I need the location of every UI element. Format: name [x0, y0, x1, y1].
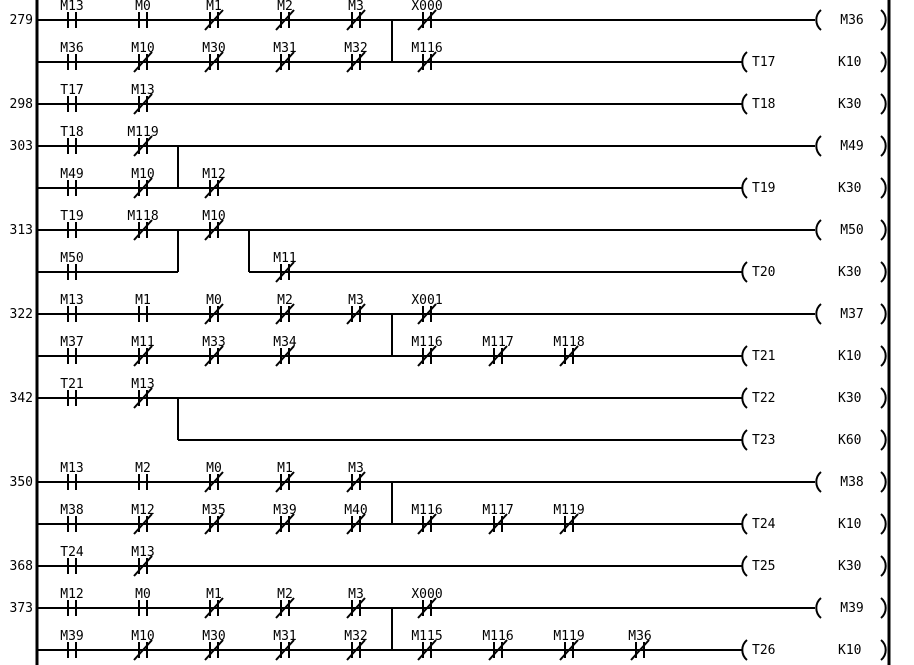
coil-close-paren-icon	[881, 10, 886, 30]
contact-label: M116	[482, 629, 514, 644]
contact-X000-nc[interactable]	[411, 0, 442, 30]
contact-M117-nc[interactable]	[482, 335, 513, 366]
contact-M30-nc[interactable]	[202, 629, 225, 660]
contact-M32-nc[interactable]	[344, 629, 367, 660]
contact-label: M3	[348, 0, 364, 14]
coil-open-paren-icon	[816, 598, 821, 618]
contact-label: T19	[60, 209, 84, 224]
coil-open-paren-icon	[816, 304, 821, 324]
coil-label: T25	[752, 559, 776, 574]
contact-label: M30	[202, 629, 226, 644]
rung-row	[37, 41, 886, 72]
coil-label: T23	[752, 433, 776, 448]
coil-open-paren-icon	[742, 640, 747, 660]
contact-M35-nc[interactable]	[202, 503, 225, 534]
contact-X000-nc[interactable]	[411, 587, 442, 618]
contact-label: M32	[344, 629, 368, 644]
contact-M3-nc[interactable]	[347, 0, 365, 30]
contact-label: M119	[553, 503, 585, 518]
contact-label: M2	[277, 587, 293, 602]
coil-label: M39	[840, 601, 864, 616]
coil-timer-value: K10	[838, 517, 862, 532]
contact-M37-no[interactable]	[60, 335, 83, 364]
coil-close-paren-icon	[881, 178, 886, 198]
rung-row	[178, 430, 886, 450]
contact-label: M30	[202, 41, 226, 56]
contact-label: M10	[131, 41, 155, 56]
contact-M11-nc[interactable]	[273, 251, 296, 282]
coil-T20[interactable]	[742, 262, 885, 282]
contact-M13-nc[interactable]	[131, 377, 154, 408]
rung-row	[10, 83, 886, 114]
contact-T21-no[interactable]	[60, 377, 83, 406]
coil-open-paren-icon	[742, 346, 747, 366]
coil-open-paren-icon	[742, 430, 747, 450]
coil-close-paren-icon	[881, 472, 886, 492]
coil-timer-value: K10	[838, 643, 862, 658]
contact-label: M1	[135, 293, 151, 308]
step-number: 279	[9, 13, 33, 28]
coil-T26[interactable]	[742, 640, 885, 660]
contact-label: X000	[411, 0, 443, 14]
coil-M36[interactable]	[816, 10, 885, 30]
step-number: 368	[9, 559, 33, 574]
contact-label: M13	[60, 0, 84, 14]
rung-row	[37, 503, 886, 534]
coil-close-paren-icon	[881, 556, 886, 576]
coil-timer-value: K30	[838, 265, 862, 280]
coil-T24[interactable]	[742, 514, 885, 534]
contact-label: X001	[411, 293, 443, 308]
coil-label: M37	[840, 307, 864, 322]
contact-M1-nc[interactable]	[205, 0, 223, 30]
coil-label: T17	[752, 55, 776, 70]
coil-open-paren-icon	[742, 94, 747, 114]
contact-M33-nc[interactable]	[202, 335, 225, 366]
coil-label: T18	[752, 97, 776, 112]
contact-M38-no[interactable]	[60, 503, 83, 532]
contact-M0-no[interactable]	[135, 587, 151, 616]
coil-close-paren-icon	[881, 304, 886, 324]
rung-row	[10, 545, 886, 576]
coil-open-paren-icon	[742, 514, 747, 534]
contact-label: M31	[273, 41, 297, 56]
contact-label: M117	[482, 503, 514, 518]
coil-timer-value: K30	[838, 559, 862, 574]
coil-timer-value: K10	[838, 349, 862, 364]
contact-label: M38	[60, 503, 84, 518]
coil-M50[interactable]	[816, 220, 885, 240]
contact-label: M0	[135, 0, 151, 14]
contact-label: M13	[60, 461, 84, 476]
coil-close-paren-icon	[881, 262, 886, 282]
contact-label: M37	[60, 335, 84, 350]
contact-label: M49	[60, 167, 84, 182]
step-number: 298	[9, 97, 33, 112]
contact-label: M116	[411, 41, 443, 56]
contact-M3-nc[interactable]	[347, 293, 365, 324]
contact-label: M12	[131, 503, 155, 518]
coil-open-paren-icon	[742, 262, 747, 282]
contact-label: M34	[273, 335, 297, 350]
contact-label: M11	[273, 251, 297, 266]
coil-open-paren-icon	[742, 388, 747, 408]
contact-label: M1	[206, 0, 222, 14]
contact-T24-no[interactable]	[60, 545, 84, 574]
coil-timer-value: K30	[838, 391, 862, 406]
coil-close-paren-icon	[881, 598, 886, 618]
contact-label: M10	[202, 209, 226, 224]
contact-M115-nc[interactable]	[411, 629, 442, 660]
contact-label: M13	[131, 377, 155, 392]
rung-row	[37, 335, 886, 366]
contact-M1-nc[interactable]	[276, 461, 294, 492]
contact-label: M2	[277, 293, 293, 308]
contact-M36-nc[interactable]	[628, 629, 651, 660]
coil-label: T21	[752, 349, 776, 364]
step-number: 350	[9, 475, 33, 490]
coil-timer-value: K30	[838, 97, 862, 112]
coil-label: T20	[752, 265, 776, 280]
contact-label: M117	[482, 335, 514, 350]
contact-label: M50	[60, 251, 84, 266]
contact-label: M32	[344, 41, 368, 56]
contact-M0-nc[interactable]	[205, 293, 223, 324]
contact-M119-nc[interactable]	[553, 629, 584, 660]
coil-label: M36	[840, 13, 864, 28]
contact-label: M13	[60, 293, 84, 308]
contact-label: X000	[411, 587, 443, 602]
contact-label: M12	[202, 167, 226, 182]
coil-open-paren-icon	[742, 178, 747, 198]
coil-M39[interactable]	[816, 598, 885, 618]
step-number: 322	[9, 307, 33, 322]
contact-M2-nc[interactable]	[276, 0, 294, 30]
rung-row	[10, 461, 886, 492]
contact-label: M116	[411, 335, 443, 350]
rung-row	[10, 293, 886, 324]
contact-M50-no[interactable]	[60, 251, 83, 280]
contact-M13-nc[interactable]	[131, 83, 154, 114]
step-number: 342	[9, 391, 33, 406]
contact-label: M36	[628, 629, 652, 644]
contact-label: M39	[273, 503, 297, 518]
contact-label: M0	[206, 461, 222, 476]
coil-open-paren-icon	[816, 220, 821, 240]
contact-label: M3	[348, 587, 364, 602]
coil-close-paren-icon	[881, 346, 886, 366]
coil-label: T22	[752, 391, 776, 406]
contact-M0-no[interactable]	[135, 0, 151, 28]
coil-close-paren-icon	[881, 640, 886, 660]
contact-M11-nc[interactable]	[131, 335, 154, 366]
contact-M117-nc[interactable]	[482, 503, 513, 534]
contact-label: M33	[202, 335, 226, 350]
contact-M3-nc[interactable]	[347, 461, 365, 492]
rung-row	[37, 167, 886, 198]
contact-M10-nc[interactable]	[202, 209, 225, 240]
coil-label: T26	[752, 643, 776, 658]
contact-M1-no[interactable]	[135, 293, 151, 322]
contact-M119-nc[interactable]	[553, 503, 584, 534]
contact-M30-nc[interactable]	[202, 41, 225, 72]
contact-label: M10	[131, 629, 155, 644]
contact-label: M116	[411, 503, 443, 518]
contact-label: M13	[131, 83, 155, 98]
contact-label: M119	[127, 125, 159, 140]
rung-row	[10, 587, 886, 618]
contact-M119-nc[interactable]	[127, 125, 158, 156]
contact-label: M2	[135, 461, 151, 476]
coil-label: M49	[840, 139, 864, 154]
coil-open-paren-icon	[742, 52, 747, 72]
contact-label: M36	[60, 41, 84, 56]
coil-open-paren-icon	[816, 472, 821, 492]
coil-open-paren-icon	[816, 136, 821, 156]
contact-label: M118	[553, 335, 585, 350]
contact-M49-no[interactable]	[60, 167, 83, 196]
contact-M13-no[interactable]	[60, 0, 83, 28]
coil-timer-value: K30	[838, 181, 862, 196]
contact-M40-nc[interactable]	[344, 503, 367, 534]
contact-label: M3	[348, 293, 364, 308]
contact-label: M0	[135, 587, 151, 602]
contact-M13-nc[interactable]	[131, 545, 154, 576]
coil-T23[interactable]	[742, 430, 885, 450]
coil-label: M38	[840, 475, 864, 490]
coil-M38[interactable]	[816, 472, 885, 492]
coil-close-paren-icon	[881, 220, 886, 240]
contact-label: M0	[206, 293, 222, 308]
contact-M2-nc[interactable]	[276, 293, 294, 324]
contact-M12-nc[interactable]	[202, 167, 225, 198]
rung-row	[37, 629, 886, 660]
contact-M12-no[interactable]	[60, 587, 83, 616]
contact-M34-nc[interactable]	[273, 335, 297, 366]
coil-label: T24	[752, 517, 776, 532]
contact-M118-nc[interactable]	[553, 335, 584, 366]
rung-row	[10, 0, 886, 30]
contact-M116-nc[interactable]	[411, 503, 442, 534]
contact-M118-nc[interactable]	[127, 209, 158, 240]
contact-M13-no[interactable]	[60, 461, 83, 490]
contact-label: T18	[60, 125, 84, 140]
contact-M10-nc[interactable]	[131, 167, 154, 198]
contact-M2-nc[interactable]	[276, 587, 294, 618]
coil-T18[interactable]	[742, 94, 885, 114]
contact-label: M10	[131, 167, 155, 182]
contact-label: M115	[411, 629, 443, 644]
rung-row	[37, 251, 886, 282]
contact-M10-nc[interactable]	[131, 41, 154, 72]
contact-label: M1	[277, 461, 293, 476]
rung-row	[10, 125, 886, 156]
coil-M49[interactable]	[816, 136, 885, 156]
contact-X001-nc[interactable]	[411, 293, 442, 324]
coil-timer-value: K10	[838, 55, 862, 70]
contact-M10-nc[interactable]	[131, 629, 154, 660]
contact-label: M12	[60, 587, 84, 602]
contact-label: T17	[60, 83, 84, 98]
contact-M116-nc[interactable]	[482, 629, 513, 660]
step-number: 303	[9, 139, 33, 154]
coil-close-paren-icon	[881, 136, 886, 156]
contact-M39-nc[interactable]	[273, 503, 296, 534]
coil-T21[interactable]	[742, 346, 885, 366]
coil-close-paren-icon	[881, 52, 886, 72]
contact-M116-nc[interactable]	[411, 41, 442, 72]
contact-label: T24	[60, 545, 84, 560]
contact-M116-nc[interactable]	[411, 335, 442, 366]
coil-open-paren-icon	[816, 10, 821, 30]
contact-M12-nc[interactable]	[131, 503, 154, 534]
contact-label: M11	[131, 335, 155, 350]
contact-label: M3	[348, 461, 364, 476]
coil-M37[interactable]	[816, 304, 885, 324]
contact-T19-no[interactable]	[60, 209, 83, 238]
contact-M31-nc[interactable]	[273, 41, 296, 72]
coil-T25[interactable]	[742, 556, 885, 576]
coil-label: T19	[752, 181, 776, 196]
contact-label: M118	[127, 209, 159, 224]
coil-label: M50	[840, 223, 864, 238]
contact-label: M1	[206, 587, 222, 602]
contact-T18-no[interactable]	[60, 125, 83, 154]
contact-T17-no[interactable]	[60, 83, 83, 112]
coil-close-paren-icon	[881, 430, 886, 450]
contact-label: M40	[344, 503, 368, 518]
contact-M32-nc[interactable]	[344, 41, 367, 72]
coil-T22[interactable]	[742, 388, 885, 408]
contact-M36-no[interactable]	[60, 41, 83, 70]
coil-T19[interactable]	[742, 178, 885, 198]
coil-timer-value: K60	[838, 433, 862, 448]
step-number: 373	[9, 601, 33, 616]
coil-open-paren-icon	[742, 556, 747, 576]
coil-T17[interactable]	[742, 52, 885, 72]
coil-close-paren-icon	[881, 514, 886, 534]
coil-close-paren-icon	[881, 388, 886, 408]
contact-M1-nc[interactable]	[205, 587, 223, 618]
contact-M3-nc[interactable]	[347, 587, 365, 618]
contact-label: M2	[277, 0, 293, 14]
contact-M13-no[interactable]	[60, 293, 83, 322]
contact-label: M31	[273, 629, 297, 644]
rung-row	[10, 377, 886, 408]
contact-label: M119	[553, 629, 585, 644]
contact-M2-no[interactable]	[135, 461, 151, 490]
contact-label: M35	[202, 503, 226, 518]
contact-M39-no[interactable]	[60, 629, 83, 658]
step-number: 313	[9, 223, 33, 238]
contact-M0-nc[interactable]	[205, 461, 223, 492]
rung-row	[10, 209, 886, 240]
contact-label: M39	[60, 629, 84, 644]
contact-label: M13	[131, 545, 155, 560]
coil-close-paren-icon	[881, 94, 886, 114]
contact-M31-nc[interactable]	[273, 629, 296, 660]
contact-label: T21	[60, 377, 84, 392]
